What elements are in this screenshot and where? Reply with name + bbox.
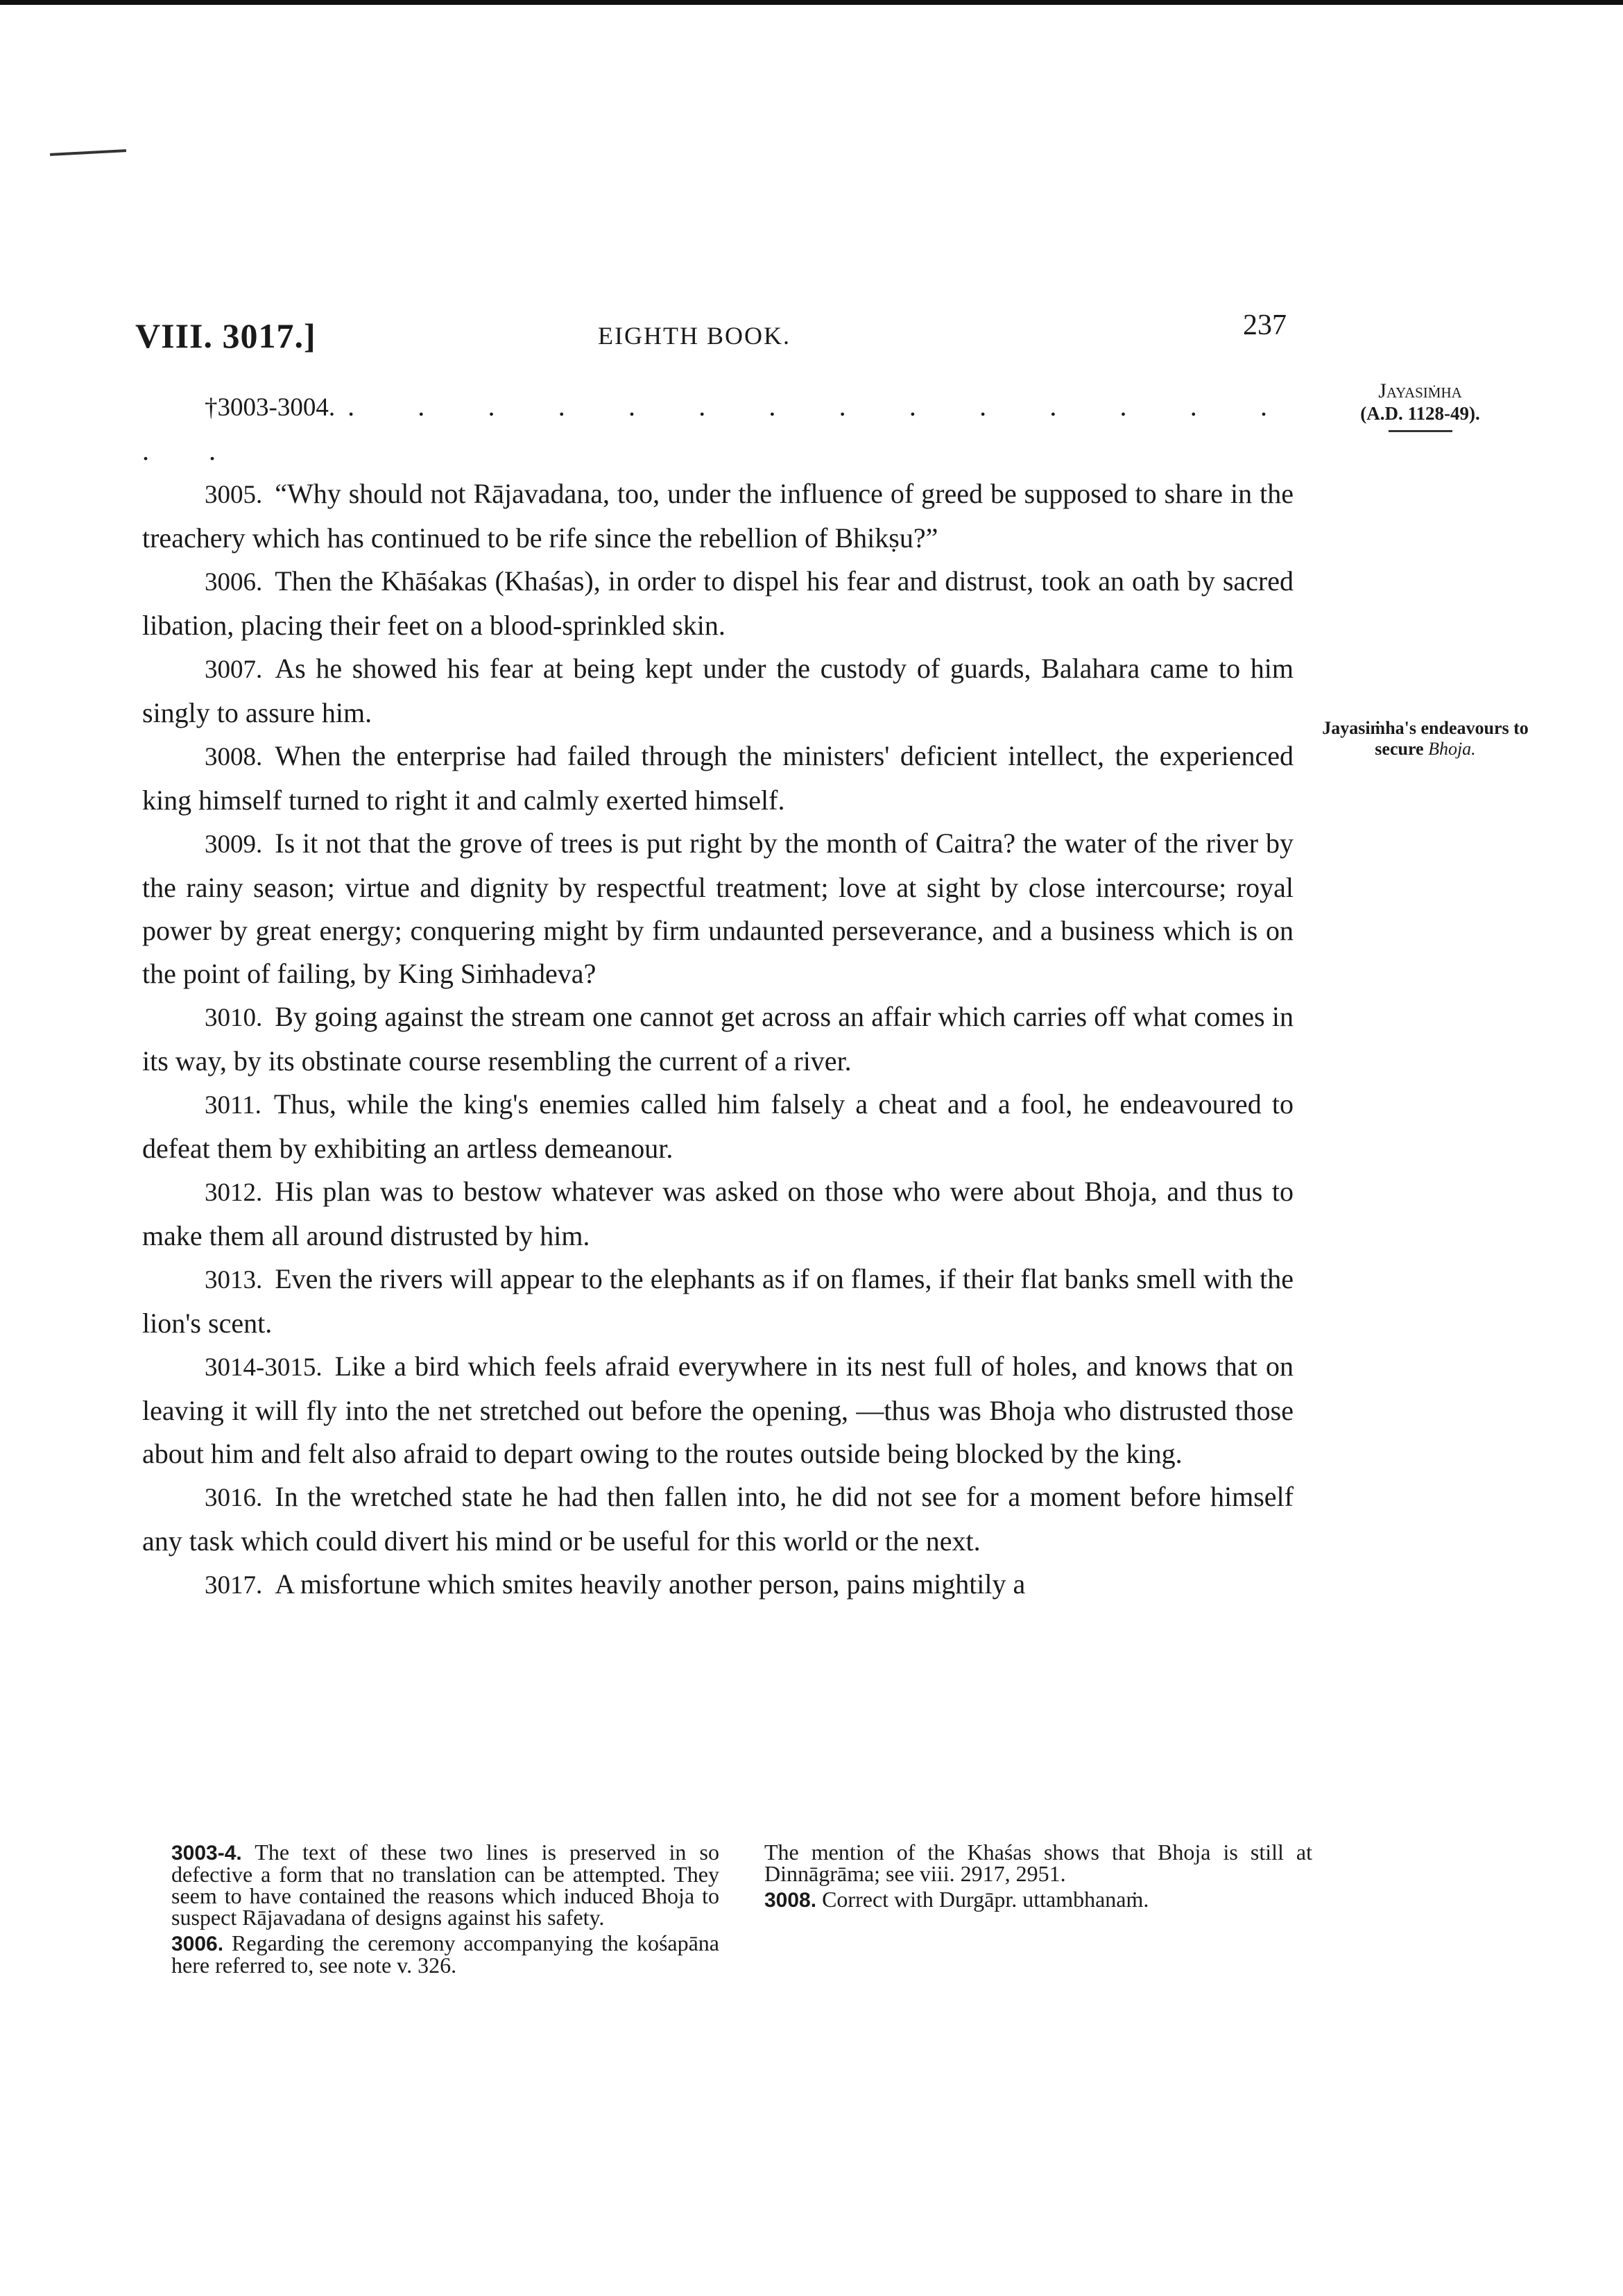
main-text [142, 385, 1294, 1607]
verse-number: 3013. [205, 1266, 263, 1294]
verse-paragraph [142, 472, 1294, 560]
footnote-ref: 3008. [764, 1889, 817, 1912]
book-title: EIGHTH BOOK. [598, 322, 791, 350]
verse-number: 3011. [205, 1091, 261, 1120]
verse-paragraph [142, 385, 1294, 472]
verse-paragraph [142, 647, 1294, 735]
verse-text: “Why should not Rājavadana, too, under the influence of greed be supposed to share in the treachery which has continued to be rife since the rebellion of Bhikṣu?” [142, 478, 1294, 554]
margin-note-text: Jayasiṁha's endeavours to secure [1322, 718, 1529, 759]
verse-text: Then the Khāśakas (Khaśas), in order to dispel his fear and distrust, took an oath by sacred libation, placing their feet on a blood-sprinkled skin. [142, 565, 1294, 641]
footnote-text: Correct with Durgāpr. uttambhanaṁ. [822, 1887, 1149, 1912]
verse-number: 3014-3015. [205, 1353, 323, 1382]
footnote-column-right [764, 1842, 1312, 1915]
verse-paragraph [142, 995, 1294, 1083]
verse-text: As he showed his fear at being kept under the custody of guards, Balahara came to him singly to assure him. [142, 653, 1294, 728]
verse-number: 3010. [205, 1004, 263, 1032]
verse-paragraph [142, 1170, 1294, 1258]
verse-text: Even the rivers will appear to the elephants as if on flames, if their flat banks smell with the lion's scent. [142, 1263, 1294, 1339]
verse-number: 3006. [205, 568, 263, 597]
verse-text: When the enterprise had failed through the ministers' deficient intellect, the experienced king himself turned to right it and calmly exerted himself. [142, 740, 1294, 816]
page-number: 237 [1243, 309, 1287, 341]
verse-paragraph [142, 560, 1294, 647]
footnote-3006 [171, 1930, 719, 1978]
footnote-ref: 3006. [171, 1933, 224, 1955]
verse-number: 3008. [205, 743, 263, 771]
footnote-3008 [764, 1889, 1312, 1911]
verse-paragraph [142, 735, 1294, 822]
reign-name: Jayasiṁha [1378, 379, 1462, 402]
verse-text: Thus, while the king's enemies called him falsely a cheat and a fool, he endeavoured to defeat them by exhibiting an artless demeanour. [142, 1088, 1294, 1164]
verse-text: . . . . . . . . . . . . . . . . [142, 391, 1294, 466]
verse-number: 3009. [205, 830, 263, 859]
verse-paragraph [142, 1475, 1294, 1563]
verse-text: Is it not that the grove of trees is put right by the month of Caitra? the water of the river by the rainy season; virtue and dignity by respectful treatment; love at sight by close intercourse; royal power by great energy; conquering might by firm undaunted perseverance, and a business which is on the point of failing, by King Siṁhadeva? [142, 828, 1294, 989]
verse-text: A misfortune which smites heavily another person, pains mightily a [275, 1568, 1026, 1600]
reign-dates: (A.D. 1128-49). [1360, 403, 1480, 424]
running-header [135, 309, 1287, 357]
verse-number: 3005. [205, 481, 263, 509]
footnote-text: The text of these two lines is preserved in so defective a form that no translation can be attempted. They seem to have contained the reasons which induced Bhoja to suspect Rājavadana of designs against his safety. [171, 1840, 720, 1930]
verse-text: By going against the stream one cannot get across an affair which carries off what comes in its way, by its obstinate course resembling the current of a river. [142, 1001, 1294, 1077]
verse-text: In the wretched state he had then fallen into, he did not see for a moment before himself any task which could divert his mind or be useful for this world or the next. [142, 1481, 1294, 1557]
footnote-3003-4 [171, 1842, 719, 1928]
footnote-text: Regarding the ceremony accompanying the kośapāna here referred to, see note v. 326. [171, 1930, 719, 1978]
verse-text: His plan was to bestow whatever was asked on those who were about Bhoja, and thus to make them all around distrusted by him. [142, 1176, 1294, 1251]
sidenote-reign [1328, 380, 1512, 432]
verse-number: 3007. [205, 656, 263, 684]
footnote-khasas [764, 1842, 1312, 1885]
footnote-ref: 3003-4. [171, 1842, 242, 1865]
page-top-border [0, 0, 1623, 5]
verse-number: †3003-3004. [205, 393, 336, 422]
ink-mark [50, 149, 126, 156]
sidenote-endeavours [1314, 718, 1536, 760]
verse-text: Like a bird which feels afraid everywhere in its nest full of holes, and knows that on leaving it will fly into the net stretched out before the opening, —thus was Bhoja who distrusted those about him and felt also afraid to depart owing to the routes outside being blocked by the king. [142, 1351, 1294, 1469]
verse-paragraph [142, 1258, 1294, 1345]
verse-number: 3016. [205, 1484, 263, 1512]
section-reference: VIII. 3017.] [135, 316, 316, 355]
verse-paragraph [142, 1345, 1294, 1475]
verse-number: 3012. [205, 1179, 263, 1207]
verse-paragraph [142, 1083, 1294, 1170]
footnote-text: The mention of the Khaśas shows that Bhoja is still at Dinnāgrāma; see viii. 2917, 2951. [764, 1840, 1312, 1886]
verse-paragraph [142, 1563, 1294, 1607]
verse-paragraph [142, 822, 1294, 995]
sidenote-rule [1389, 430, 1452, 432]
footnote-column-left [171, 1842, 719, 1980]
verse-number: 3017. [205, 1571, 263, 1600]
margin-note-name: Bhoja. [1428, 739, 1476, 759]
